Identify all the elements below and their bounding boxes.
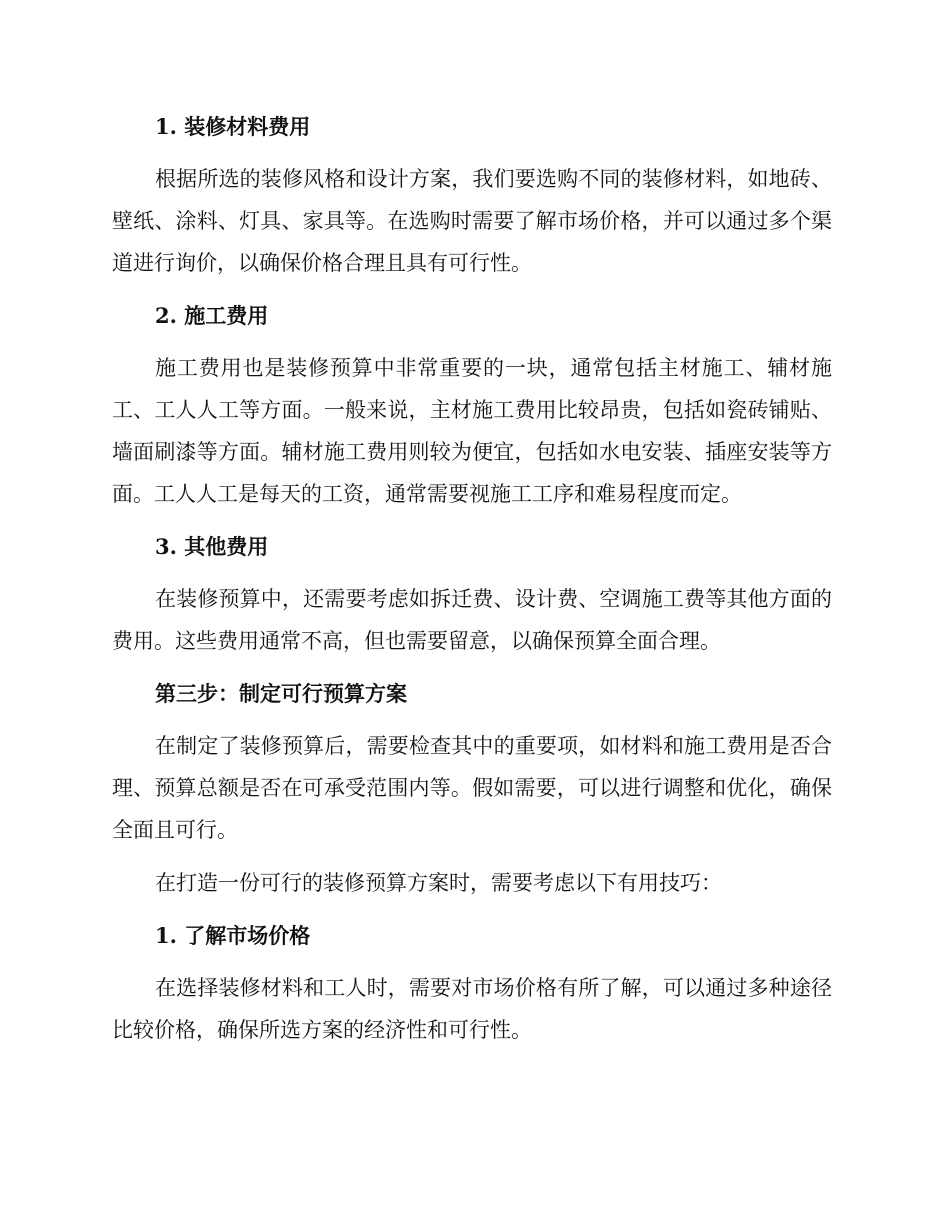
section-heading-market-price: 1. 了解市场价格 — [155, 923, 311, 948]
document-page — [112, 106, 832, 1051]
section-heading-other: 3. 其他费用 — [155, 534, 269, 559]
section-heading-step-three: 第三步：制定可行预算方案 — [155, 681, 407, 706]
paragraph-other: 在装修预算中，还需要考虑如拆迁费、设计费、空调施工费等其他方面的费用。这些费用通常不高，但也需要留意，以确保预算全面合理。 — [112, 587, 832, 653]
paragraph-construction: 施工费用也是装修预算中非常重要的一块，通常包括主材施工、辅材施工、工人人工等方面。一般来说，主材施工费用比较昂贵，包括如瓷砖铺贴、墙面刷漆等方面。辅材施工费用则较为便宜，包括如水电安装、插座安装等方面。工人人工是每天的工资，通常需要视施工工序和难易程度而定。 — [112, 356, 832, 506]
paragraph-materials: 根据所选的装修风格和设计方案，我们要选购不同的装修材料，如地砖、壁纸、涂料、灯具、家具等。在选购时需要了解市场价格，并可以通过多个渠道进行询价，以确保价格合理且具有可行性。 — [112, 167, 832, 275]
section-heading-construction: 2. 施工费用 — [155, 303, 269, 328]
paragraph-market-price: 在选择装修材料和工人时，需要对市场价格有所了解，可以通过多种途径比较价格，确保所选方案的经济性和可行性。 — [112, 976, 832, 1042]
section-heading-materials: 1. 装修材料费用 — [155, 114, 311, 139]
paragraph-step-three: 在制定了装修预算后，需要检查其中的重要项，如材料和施工费用是否合理、预算总额是否在可承受范围内等。假如需要，可以进行调整和优化，确保全面且可行。 — [112, 734, 832, 842]
paragraph-tips-intro: 在打造一份可行的装修预算方案时，需要考虑以下有用技巧： — [155, 871, 722, 895]
